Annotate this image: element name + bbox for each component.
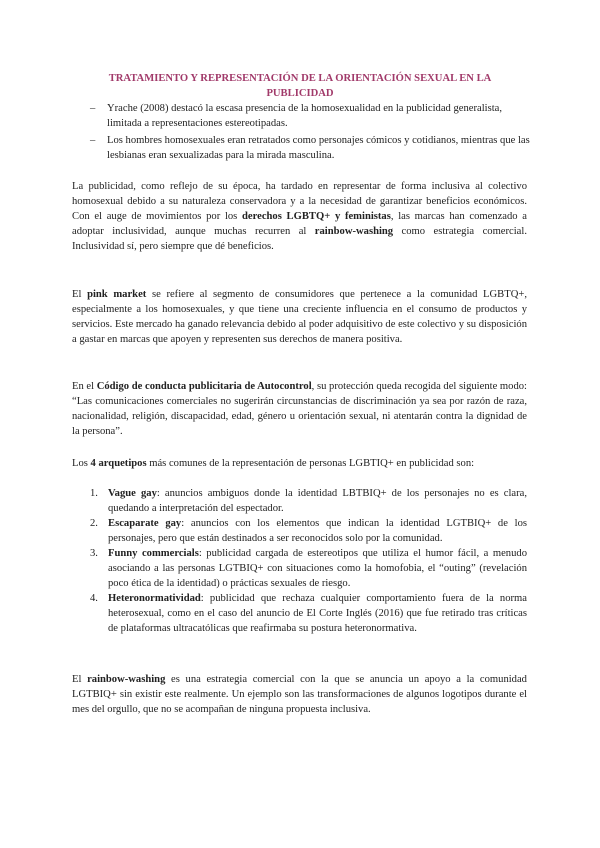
text-segment: , las marcas han comenzado a adoptar inclusividad, aunque muchas recurren al — [72, 211, 528, 237]
archetype-description: : anuncios ambiguos donde la identidad LBTBIQ+ de los personajes no es clara, quedando a interpretación del espectador. — [108, 488, 527, 514]
archetypes-numbered-list — [90, 486, 527, 636]
list-number: 2. — [90, 518, 98, 529]
list-number: 4. — [90, 593, 98, 604]
bold-term: derechos LGBTQ+ y feministas — [242, 211, 391, 222]
bold-term: 4 arquetipos — [90, 458, 147, 469]
text-segment: El — [72, 289, 88, 300]
archetype-term: Heteronormatividad — [108, 593, 201, 604]
list-item — [90, 486, 527, 516]
paragraph-autocontrol-code — [72, 379, 527, 439]
bullet-text: Yrache (2008) destacó la escasa presencia de la homosexualidad en la publicidad generalista, limitada a representaciones estereotipadas. — [107, 103, 503, 129]
text-segment: más comunes de la representación de personas LGBTIQ+ en publicidad son: — [146, 458, 475, 469]
text-segment: se refiere al segmento de consumidores que pertenece a la comunidad LGBTQ+, especialmente a los homosexuales, y que tiene una creciente influencia en el consumo de productos y servicios. Este mercado ha ganado relevancia debido al poder adquisitivo de este colectivo y su disposición a gastar en marcas que apoyen y representen sus derechos de manera positiva. — [72, 289, 527, 345]
dash-bullet: – — [90, 103, 96, 114]
bold-term: Código de conducta publicitaria de Autocontrol — [96, 381, 312, 392]
text-segment: como estrategia comercial. Inclusividad sí, pero siempre que dé beneficios. — [72, 226, 527, 252]
text-segment: , su protección queda recogida del siguiente modo: “Las comunicaciones comerciales no sugerirán circunstancias de discriminación ya sea por razón de raza, nacionalidad, religión, discapacidad, edad, género u orientación sexual, ni atentarán contra la dignidad de la persona”. — [72, 381, 527, 437]
bullet-text: Los hombres homosexuales eran retratados como personajes cómicos y cotidianos, mientras que las lesbianas eran sexualizadas para la mirada masculina. — [107, 135, 530, 161]
list-item — [90, 591, 527, 636]
text-segment: La publicidad, como reflejo de su época, ha tardado en representar de forma inclusiva al colectivo homosexual debido a su naturaleza conservadora y a la necesidad de garantizar beneficios económicos. Con el auge de movimientos por los — [72, 181, 527, 222]
page-title: TRATAMIENTO Y REPRESENTACIÓN DE LA ORIENTACIÓN SEXUAL EN LA PUBLICIDAD — [108, 73, 492, 99]
archetype-description: : publicidad que rechaza cualquier comportamiento fuera de la norma heterosexual, como en el caso del anuncio de El Corte Inglés (2016) que fue retirado tras críticas de plataformas ultracatólicas que reafirmaba su postura heteronormativa. — [108, 593, 527, 634]
text-segment: es una estrategia comercial con la que se anuncia un apoyo a la comunidad LGTBIQ+ sin existir este realmente. Un ejemplo son las transformaciones de algunos logotipos durante el mes del orgullo, que no se acompañan de ninguna propuesta inclusiva. — [72, 674, 527, 715]
text-segment: Los — [72, 458, 91, 469]
archetype-description: : publicidad cargada de estereotipos que utiliza el humor fácil, a menudo asociando a las personas LGTBIQ+ con situaciones como la homofobia, el “outing” (revelación poco ética de la identidad) o prácticas sexuales de riesgo. — [108, 548, 527, 589]
dash-bullet: – — [90, 135, 96, 146]
paragraph-rainbow-washing — [72, 672, 527, 717]
bold-term: rainbow-washing — [87, 674, 166, 685]
bold-term: pink market — [87, 289, 147, 300]
paragraph-pink-market — [72, 287, 527, 347]
archetype-term: Funny commercials — [108, 548, 199, 559]
archetype-term: Escaparate gay — [108, 518, 182, 529]
paragraph-archetypes-intro — [72, 456, 527, 471]
text-segment: En el — [72, 381, 97, 392]
list-item — [90, 133, 532, 163]
paragraph-publicity — [72, 179, 527, 254]
summary-bullet-list — [90, 101, 532, 165]
archetype-term: Vague gay — [108, 488, 157, 499]
text-segment: El — [72, 674, 88, 685]
bold-term: rainbow-washing — [314, 226, 394, 237]
list-number: 3. — [90, 548, 98, 559]
list-item — [90, 546, 527, 591]
list-item — [90, 516, 527, 546]
list-number: 1. — [90, 488, 98, 499]
list-item — [90, 101, 532, 131]
archetype-description: : anuncios con los elementos que indican la identidad LGTBIQ+ de los personajes, pero que están destinados a ser reconocidos solo por la comunidad. — [108, 518, 527, 544]
